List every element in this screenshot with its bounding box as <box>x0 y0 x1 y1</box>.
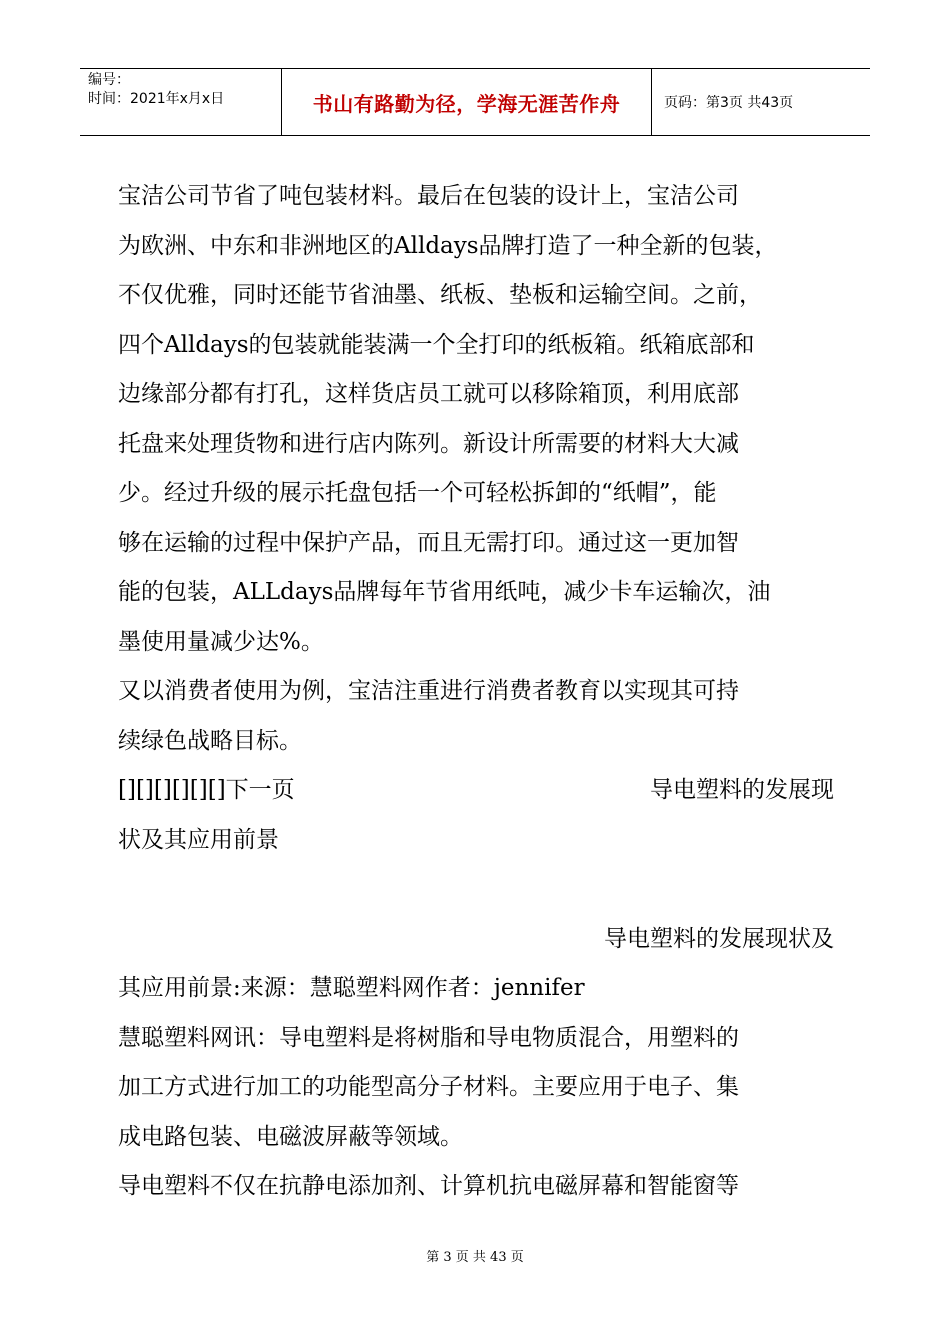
body-line: 慧聪塑料网讯：导电塑料是将树脂和导电物质混合，用塑料的 <box>118 1024 739 1051</box>
body-line: 宝洁公司节省了吨包装材料。最后在包装的设计上，宝洁公司 <box>118 183 739 209</box>
body-line: 托盘来处理货物和进行店内陈列。新设计所需要的材料大大减 <box>118 430 739 457</box>
page-header <box>80 68 870 136</box>
header-meta <box>80 69 282 135</box>
body-line: 够在运输的过程中保护产品，而且无需打印。通过这一更加智 <box>118 529 739 556</box>
body-line: 其应用前景:来源：慧聪塑料网作者：jennifer <box>118 975 585 1001</box>
body-line: 为欧洲、中东和非洲地区的Alldays品牌打造了一种全新的包装， <box>118 232 778 259</box>
time-label: 时间：2021年x月x日 <box>88 91 225 107</box>
header-page-info: 页码：第3页 共43页 <box>664 95 794 111</box>
article-title: 导电塑料的发展现状及 <box>604 925 834 952</box>
body-line: 墨使用量减少达%。 <box>118 628 324 655</box>
body-line: 不仅优雅，同时还能节省油墨、纸板、垫板和运输空间。之前， <box>118 282 762 308</box>
page-footer: 第 3 页 共 43 页 <box>426 1250 524 1265</box>
body-line: 又以消费者使用为例，宝洁注重进行消费者教育以实现其可持 <box>118 678 739 704</box>
header-motto: 书山有路勤为径，学海无涯苦作舟 <box>282 69 652 135</box>
number-label: 编号： <box>88 72 130 88</box>
document-body <box>118 172 834 1212</box>
body-line: 加工方式进行加工的功能型高分子材料。主要应用于电子、集 <box>118 1074 739 1100</box>
blank-line <box>118 865 834 915</box>
related-article-continuation: 状及其应用前景 <box>118 826 279 853</box>
body-line: 续绿色战略目标。 <box>118 727 302 754</box>
body-line: 少。经过升级的展示托盘包括一个可轻松拆卸的“纸帽”，能 <box>118 480 717 506</box>
body-line: 能的包装，ALLdays品牌每年节省用纸吨，减少卡车运输次，油 <box>118 579 771 605</box>
body-line: 四个Alldays的包装就能装满一个全打印的纸板箱。纸箱底部和 <box>118 331 755 358</box>
body-line: 导电塑料不仅在抗静电添加剂、计算机抗电磁屏幕和智能窗等 <box>118 1173 739 1199</box>
page-navigation <box>118 766 834 816</box>
body-line: 边缘部分都有打孔，这样货店员工就可以移除箱顶，利用底部 <box>118 381 739 407</box>
body-line: 成电路包装、电磁波屏蔽等领域。 <box>118 1123 463 1150</box>
next-page-link[interactable]: [][][][][][]下一页 <box>118 777 295 803</box>
related-article-link[interactable]: 导电塑料的发展现 <box>650 777 834 803</box>
